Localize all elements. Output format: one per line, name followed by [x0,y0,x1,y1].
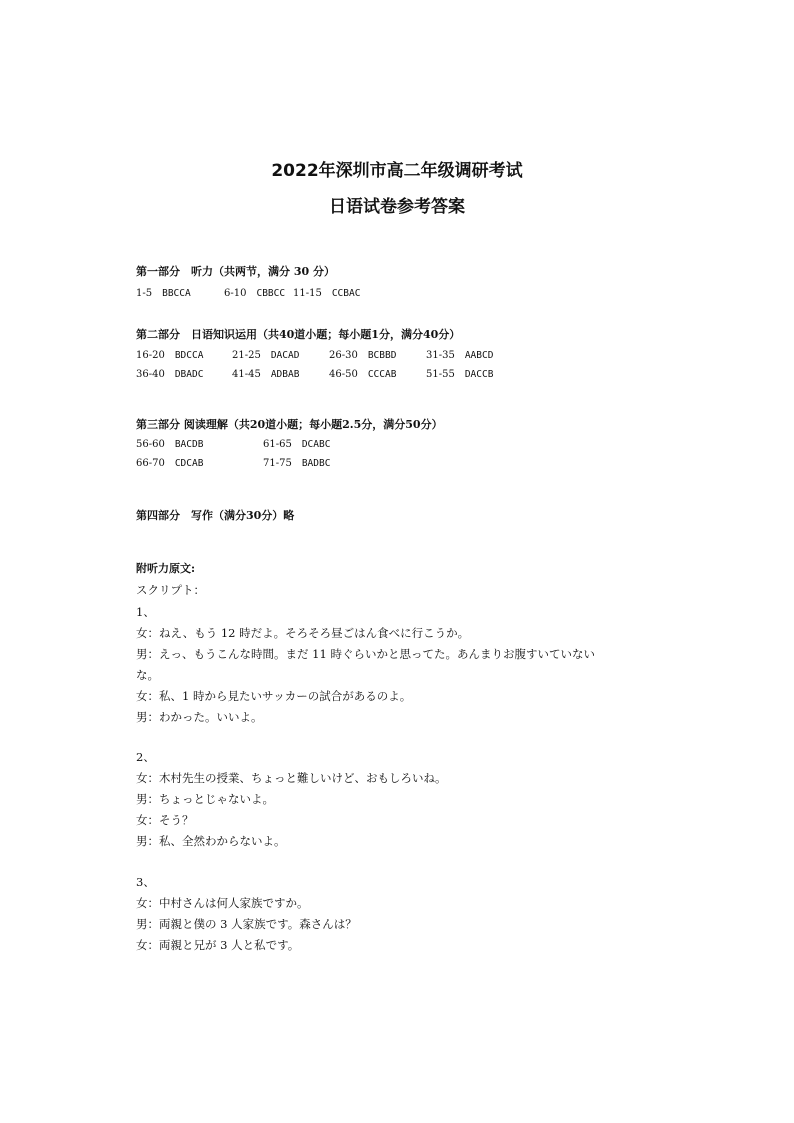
page-subtitle: 日语试卷参考答案 [329,197,465,217]
answer-cell [426,350,493,361]
script-line: 2、 [136,750,155,764]
answer-key: BBCCA [162,288,191,299]
script-label: スクリプト： [136,583,205,597]
script-line: 男：えっ、もうこんな時間。まだ 11 時ぐらいかと思ってた。あんまりお腹すいていない [136,647,595,661]
answer-cell [293,288,360,299]
answer-key: BACDB [174,439,204,450]
answer-key: CDCAB [174,458,204,469]
answer-key: DACCB [464,369,494,380]
answer-cell [136,439,203,450]
answer-range: 31-35 [426,350,455,361]
script-line: 女：そう？ [136,813,194,827]
answer-cell [263,458,330,469]
script-line: 女：ねえ、もう 12 時だよ。そろそろ昼ごはん食べに行こうか。 [136,626,470,640]
script-line: な。 [136,668,159,682]
answer-key: BADBC [301,458,331,469]
answer-range: 66-70 [136,458,165,469]
answer-range: 61-65 [263,439,292,450]
answer-key: ADBAB [270,369,300,380]
script-line: 女：木村先生の授業、ちょっと難しいけど、おもしろいね。 [136,771,447,785]
answer-key: BDCCA [174,350,204,361]
answer-range: 56-60 [136,439,165,450]
answer-range: 26-30 [329,350,358,361]
script-line: 女：中村さんは何人家族ですか。 [136,896,309,910]
answer-range: 51-55 [426,369,455,380]
part4-heading: 第四部分 写作（满分30分）略 [136,509,295,522]
answer-cell [136,369,203,380]
appendix-heading: 附听力原文: [136,562,196,575]
answer-range: 71-75 [263,458,292,469]
answer-cell [329,350,396,361]
answer-key: DACAD [270,350,300,361]
script-line: 男：私、全然わからないよ。 [136,834,286,848]
answer-key: CCCAB [367,369,397,380]
part3-heading: 第三部分 阅读理解（共20道小题；每小题2.5分，满分50分） [136,418,443,431]
script-line: 女：両親と兄が 3 人と私です。 [136,938,300,952]
answer-key: BCBBD [367,350,397,361]
part2-heading: 第二部分 日语知识运用（共40道小题；每小题1分，满分40分） [136,328,461,341]
answer-cell [232,369,299,380]
script-line: 男：ちょっとじゃないよ。 [136,792,274,806]
answer-cell [263,439,330,450]
answer-key: CCBAC [331,288,361,299]
answer-cell [224,288,285,299]
answer-key: CBBCC [256,288,286,299]
answer-cell [136,288,191,299]
script-line: 3、 [136,875,155,889]
part1-heading: 第一部分 听力（共两节，满分 30 分） [136,265,335,278]
answer-range: 16-20 [136,350,165,361]
script-line: 男：両親と僕の 3 人家族です。森さんは？ [136,917,357,931]
answer-key: AABCD [464,350,494,361]
answer-range: 1-5 [136,288,153,299]
script-line: 1、 [136,605,155,619]
answer-key: DBADC [174,369,204,380]
script-line: 女：私、1 時から見たいサッカーの試合があるのよ。 [136,689,412,703]
page-title: 2022年深圳市高二年级调研考试 [271,161,523,181]
answer-cell [232,350,299,361]
answer-range: 6-10 [224,288,247,299]
answer-range: 36-40 [136,369,165,380]
answer-cell [329,369,396,380]
answer-range: 11-15 [293,288,322,299]
answer-range: 41-45 [232,369,261,380]
answer-cell [136,458,203,469]
answer-key: DCABC [301,439,331,450]
answer-cell [426,369,493,380]
answer-cell [136,350,203,361]
script-line: 男：わかった。いいよ。 [136,710,263,724]
answer-range: 46-50 [329,369,358,380]
answer-range: 21-25 [232,350,261,361]
